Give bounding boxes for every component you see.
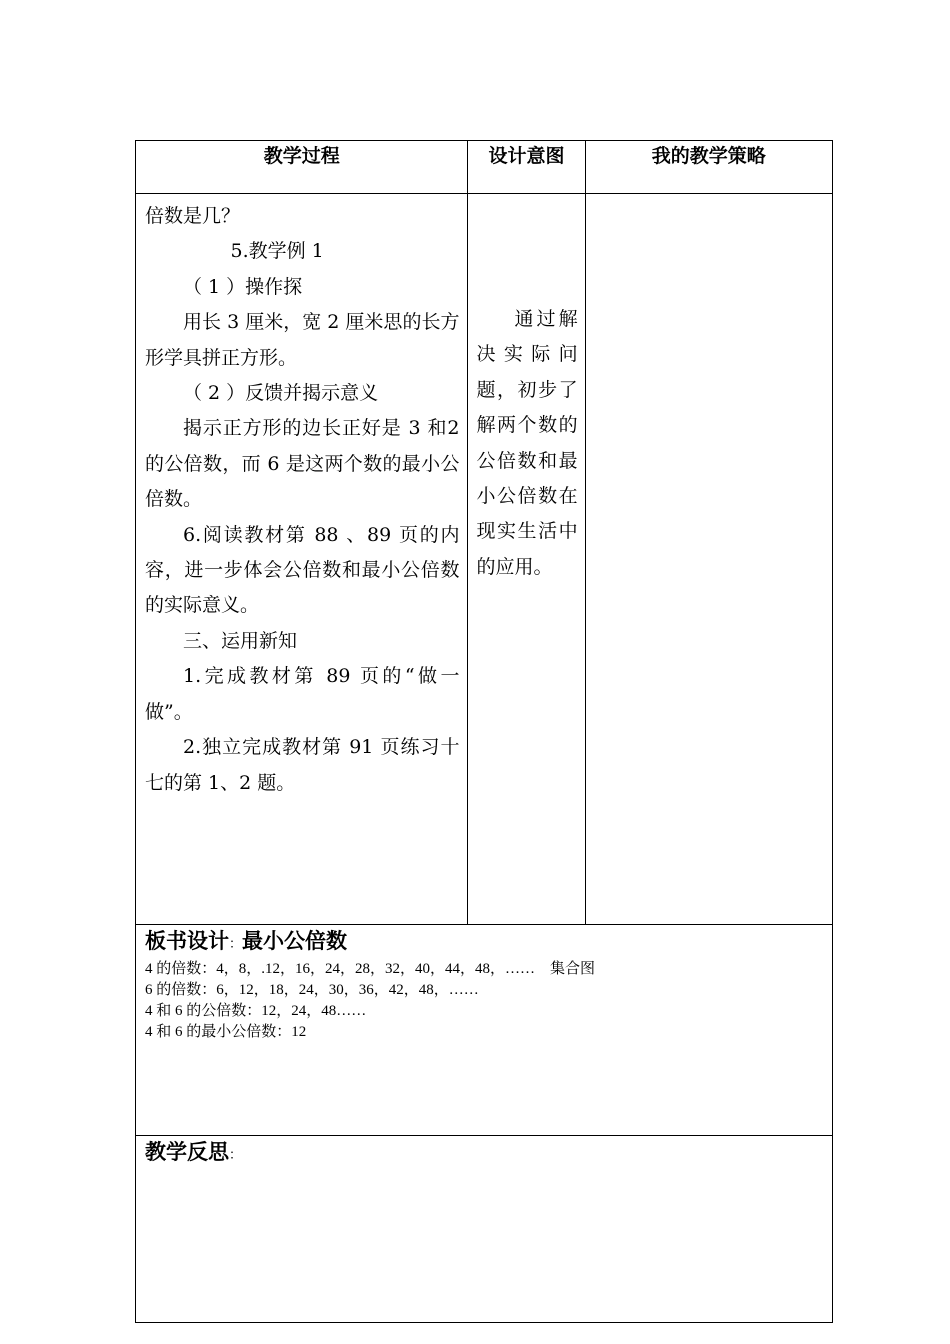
header-process: 教学过程: [136, 141, 468, 194]
process-line: 倍数是几？: [145, 205, 241, 227]
process-line: 6.阅读教材第 88 、89 页的内容，进一步体会公倍数和最小公倍数的实际意义。: [145, 523, 460, 617]
board-line: 4 和 6 的最小公倍数：12: [145, 1024, 307, 1040]
content-row: [136, 194, 833, 925]
intent-text: 通过解决实际问题，初步了解两个数的公倍数和最小公倍数在现实生活中的应用。: [476, 308, 578, 578]
board-title: 板书设计：最小公倍数: [145, 929, 348, 953]
header-strategy: 我的教学策略: [585, 141, 832, 194]
board-line: 6 的倍数：6，12，18，24，30，36，42，48，……: [145, 982, 479, 998]
process-line: 1.完成教材第 89 页的“做一做”。: [145, 665, 460, 723]
process-cell: [136, 194, 468, 925]
process-line: 揭示正方形的边长正好是 3 和2 的公倍数，而 6 是这两个数的最小公倍数。: [145, 417, 460, 511]
header-row: [136, 141, 833, 194]
process-line: 2.独立完成教材第 91 页练习十七的第 1、2 题。: [145, 736, 460, 794]
reflection-row: [136, 1136, 833, 1323]
intent-cell: [468, 194, 585, 925]
lesson-plan-table: [135, 140, 833, 1323]
strategy-cell: [585, 194, 832, 925]
reflection-title: 教学反思：: [145, 1140, 243, 1164]
header-intent: 设计意图: [468, 141, 585, 194]
process-line: 5.教学例 1: [230, 240, 324, 263]
board-line: 4 和 6 的公倍数：12，24，48……: [145, 1003, 367, 1019]
process-line: 用长 3 厘米，宽 2 厘米思的长方形学具拼正方形。: [145, 311, 460, 369]
process-line: 三、运用新知: [183, 629, 298, 652]
board-cell: [136, 925, 833, 1136]
reflection-cell: [136, 1136, 833, 1323]
board-line: 4 的倍数：4，8，.12，16，24，28，32，40，44，48，…… 集合图: [145, 961, 596, 977]
process-line: （ 2 ）反馈并揭示意义: [183, 382, 379, 405]
board-row: [136, 925, 833, 1136]
process-line: （ 1 ）操作探: [183, 275, 303, 298]
